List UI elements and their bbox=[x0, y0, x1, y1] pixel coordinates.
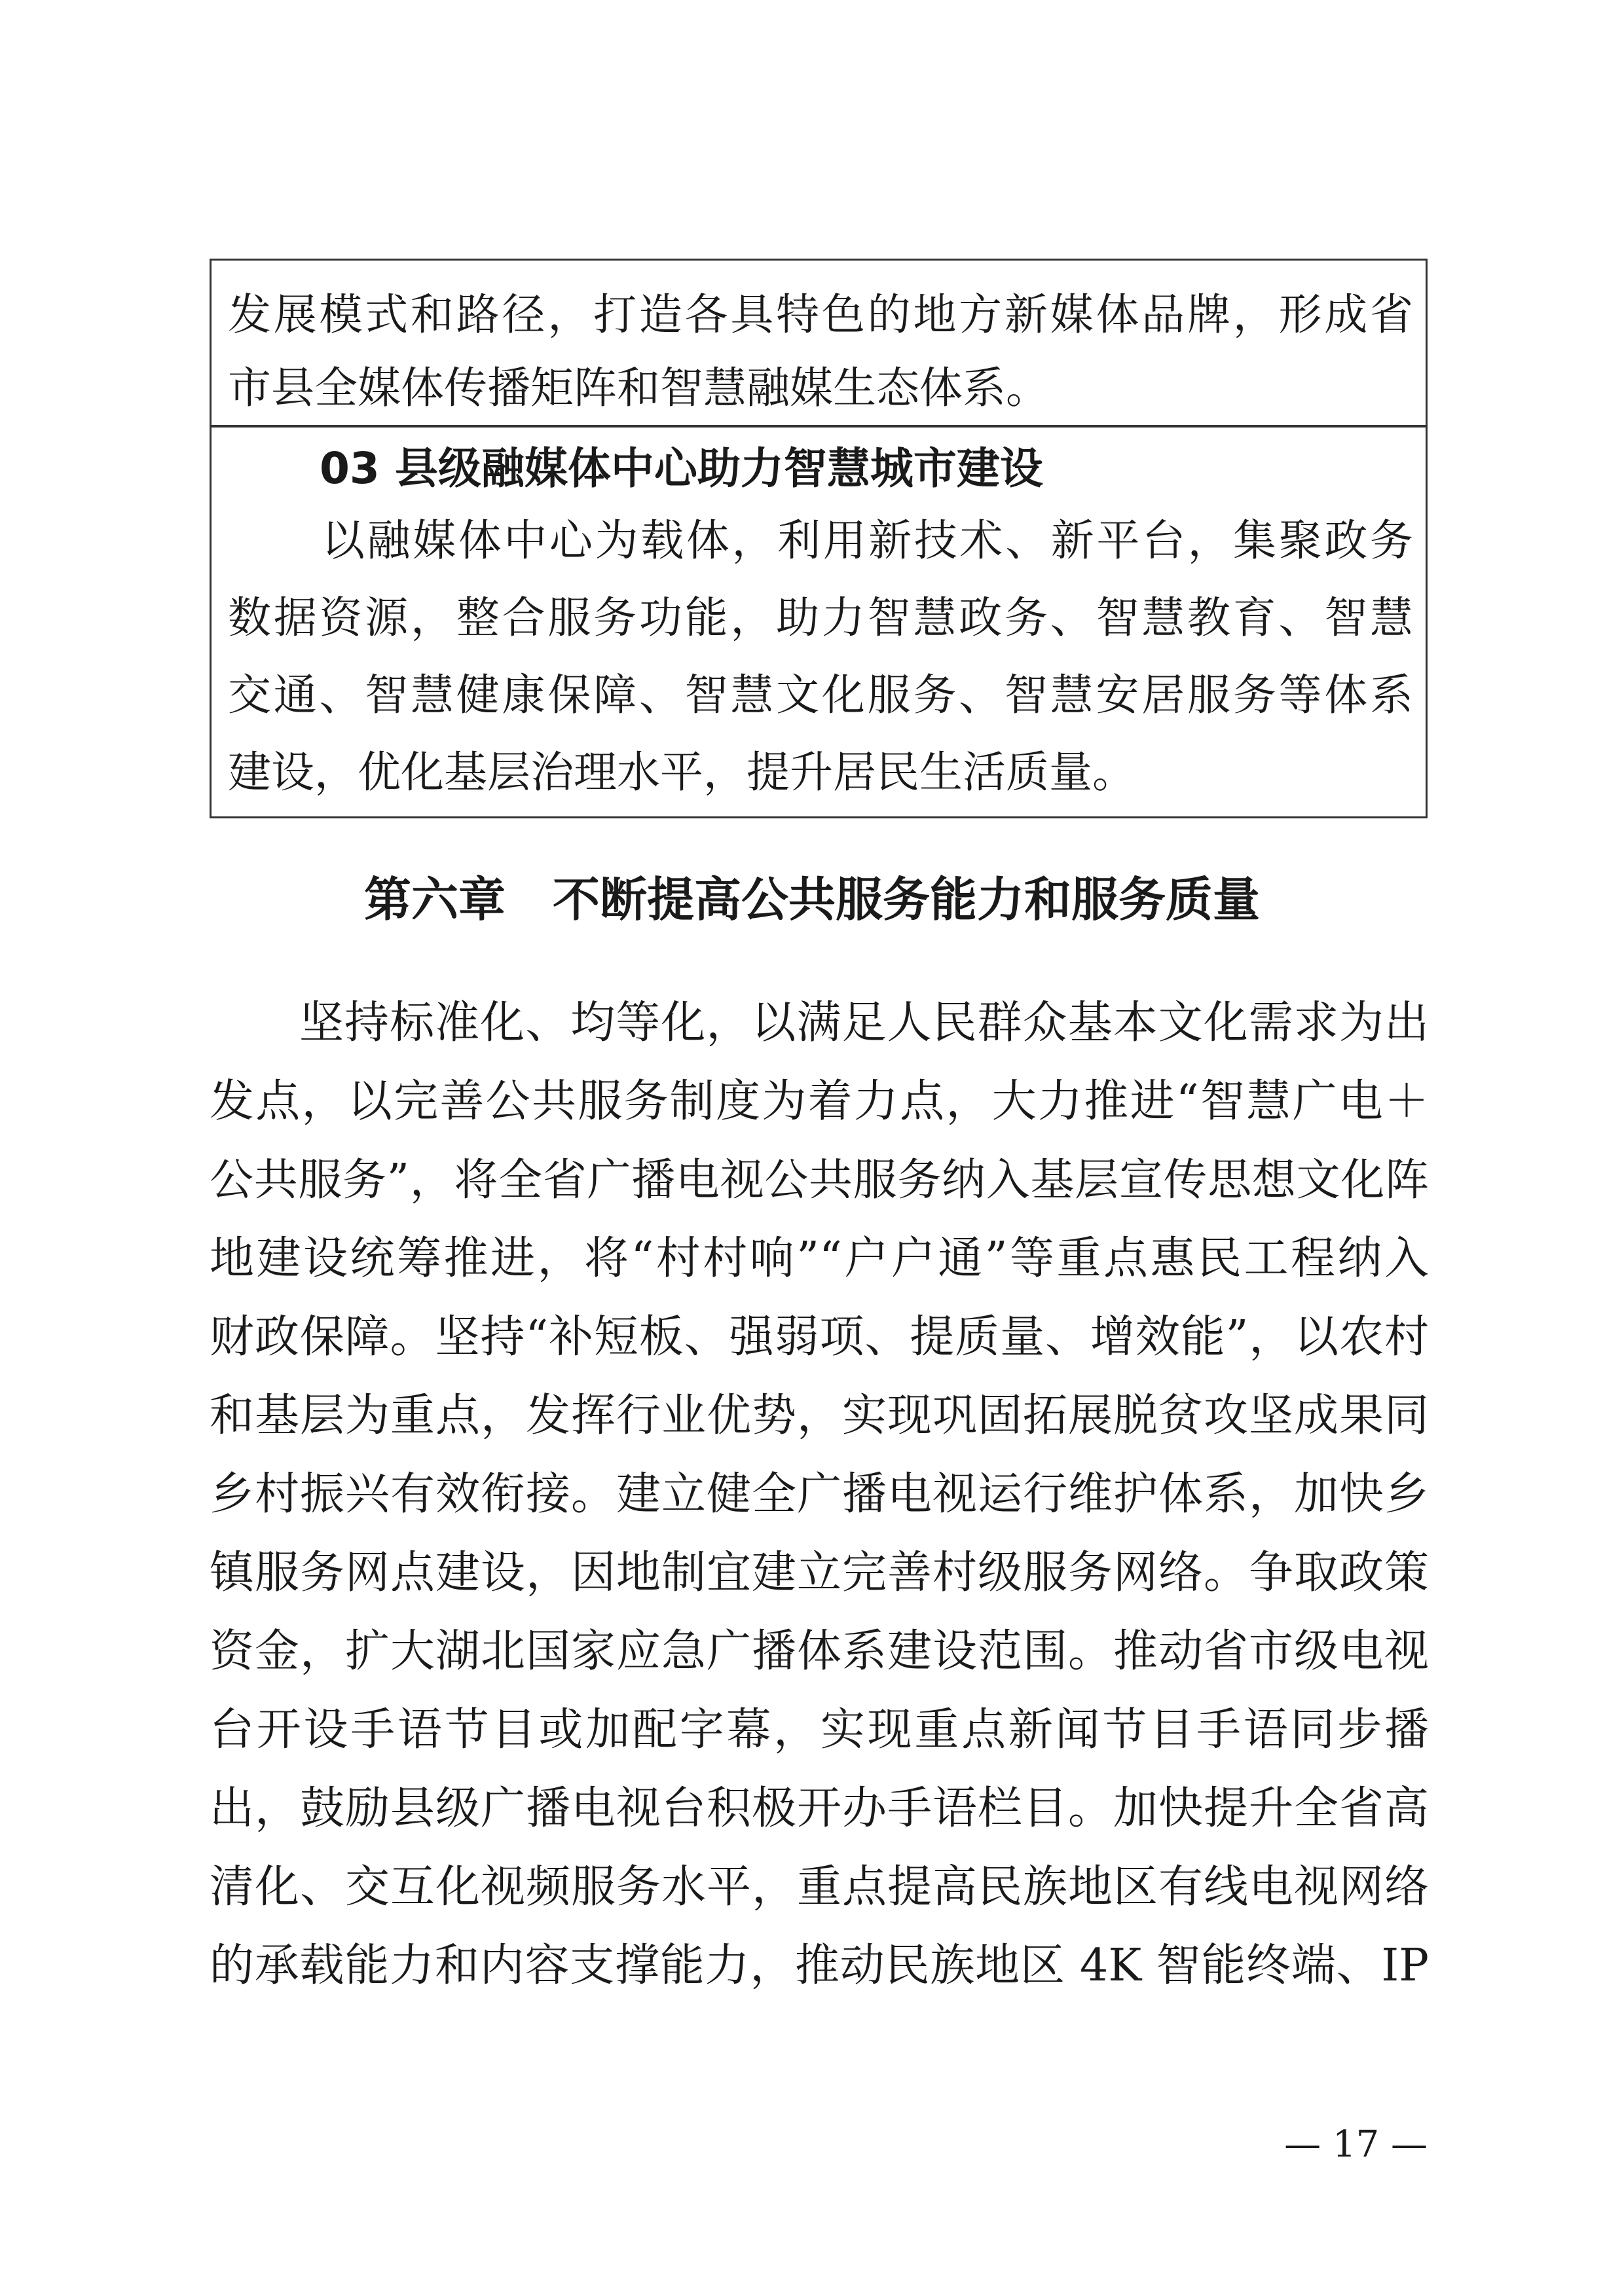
body-line-9: 资金，扩大湖北国家应急广播体系建设范围。推动省市级电视 bbox=[210, 1626, 1429, 1677]
body-line-12: 清化、交互化视频服务水平，重点提高民族地区有线电视网络 bbox=[210, 1861, 1429, 1913]
body-line-6: 和基层为重点，发挥行业优势，实现巩固拓展脱贫攻坚成果同 bbox=[210, 1390, 1429, 1442]
body-line-7: 乡村振兴有效衔接。建立健全广播电视运行维护体系，加快乡 bbox=[210, 1468, 1429, 1520]
body-line-2: 发点，以完善公共服务制度为着力点，大力推进“智慧广电＋ bbox=[210, 1076, 1429, 1127]
body-line-11: 出，鼓励县级广播电视台积极开办手语栏目。加快提升全省高 bbox=[210, 1783, 1429, 1834]
box2-line-3: 交通、智慧健康保障、智慧文化服务、智慧安居服务等体系 bbox=[228, 670, 1413, 720]
body-line-10: 台开设手语节目或加配字幕，实现重点新闻节目手语同步播 bbox=[210, 1704, 1429, 1756]
body-line-1: 坚持标准化、均等化，以满足人民群众基本文化需求为出 bbox=[299, 997, 1429, 1049]
body-line-5: 财政保障。坚持“补短板、强弱项、提质量、增效能”，以农村 bbox=[210, 1311, 1429, 1363]
chapter-title: 第六章 不断提高公共服务能力和服务质量 bbox=[363, 872, 1260, 927]
page-number: — 17 — bbox=[1284, 2123, 1428, 2166]
box-continued-text bbox=[210, 259, 1428, 427]
body-line-4: 地建设统筹推进，将“村村响”“户户通”等重点惠民工程纳入 bbox=[210, 1233, 1429, 1285]
box-section-03 bbox=[210, 426, 1428, 818]
body-line-13: 的承载能力和内容支撑能力，推动民族地区 4K 智能终端、IP bbox=[210, 1940, 1429, 1992]
box2-line-4: 建设，优化基层治理水平，提升居民生活质量。 bbox=[228, 747, 1135, 797]
box2-heading: 03 县级融媒体中心助力智慧城市建设 bbox=[320, 443, 1043, 494]
box1-line-2: 市县全媒体传播矩阵和智慧融媒生态体系。 bbox=[228, 363, 1049, 413]
body-line-8: 镇服务网点建设，因地制宜建立完善村级服务网络。争取政策 bbox=[210, 1547, 1429, 1599]
box2-line-2: 数据资源，整合服务功能，助力智慧政务、智慧教育、智慧 bbox=[228, 592, 1413, 643]
box2-line-1: 以融媒体中心为载体，利用新技术、新平台，集聚政务 bbox=[322, 515, 1413, 566]
body-line-3: 公共服务”，将全省广播电视公共服务纳入基层宣传思想文化阵 bbox=[210, 1154, 1429, 1205]
box1-line-1: 发展模式和路径，打造各具特色的地方新媒体品牌，形成省 bbox=[228, 289, 1413, 340]
